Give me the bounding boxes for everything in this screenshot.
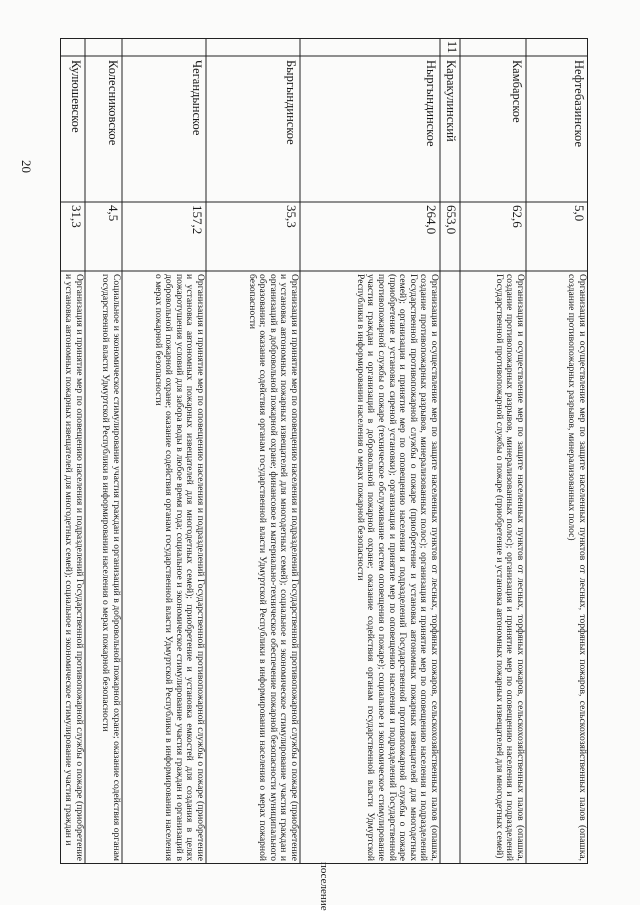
- amount: 5,0: [572, 205, 587, 222]
- district-name: Каракулинский: [444, 60, 458, 142]
- settlement-name: Ныргындинское: [424, 60, 438, 147]
- row-number: [60, 38, 85, 56]
- page-number: 20: [19, 160, 34, 173]
- district-amount: 653,0: [444, 205, 459, 235]
- amount: 35,3: [284, 205, 299, 228]
- measures-text: Организация и принятие мер по оповещению населения и подразделений Государственной противопожарной службы о пожаре (приобретение и установка автономных пожарных извещателей для многодетных семей); социальное и экономическое стимулирование участия граждан и организаций в добровольной пожарной охране; финансовое и материально-техническое обеспечение пожарной безопасности муниципального образования; оказание содействия органам государственной власти Удмуртской Республики в информировании населения о мерах пожарной безопасности: [246, 274, 300, 861]
- row-number: [122, 38, 206, 56]
- measures-text: Организация и осуществление мер по защите населенных пунктов от лесных, торфяных пожаров, сельскохозяйственных палов (опашка, создание противопожарных разрывов, минерализованных полос); организация и принятие мер по оповещению населения и подразделений Государственной противопожарной службы о пожаре (приобретение и установка автономных пожарных извещателей для многодетных семей): [493, 274, 526, 861]
- rotated-table: [60, 38, 588, 864]
- row-number: [460, 38, 526, 56]
- settlement-name: Нефтебазинское: [572, 60, 586, 147]
- settlement-name: Кулюшевское: [69, 60, 83, 133]
- measures-text: Организация и принятие мер по оповещению населения и подразделений Государственной противопожарной службы о пожаре (приобретение и установка автономных пожарных извещателей для многодетных семей); приобретение и установка емкостей для создания в целях пожаротушения условий для забора воды в любое время года; социальное и экономическое стимулирование участия граждан и организаций в добровольной пожарной охране; оказание содействия органам государственной власти Удмуртской Республики в информировании населения о мерах пожарной безопасности: [152, 274, 206, 861]
- settlement-name: Чегандынское: [190, 60, 204, 136]
- row-number: [526, 38, 588, 56]
- side-word: поселение: [318, 862, 330, 911]
- amount: 4,5: [106, 205, 121, 222]
- row-number: [206, 38, 300, 56]
- amount: 31,3: [69, 205, 84, 228]
- measures-text: [440, 271, 460, 864]
- measures-text: Социальное и экономическое стимулирование участия граждан и организаций в добровольной пожарной охране; оказание содействия органам государственной власти Удмуртской Республики в информировании населения о мерах пожарной безопасности: [100, 274, 122, 861]
- measures-text: Организация и осуществление мер по защите населенных пунктов от лесных, торфяных пожаров, сельскохозяйственных палов (опашка, создание противопожарных разрывов, минерализованных полос): [566, 274, 588, 861]
- amount: 264,0: [424, 205, 439, 235]
- measures-text: Организация и осуществление мер по защите населенных пунктов от лесных, торфяных пожаров, сельскохозяйственных палов (опашка, создание противопожарных разрывов, минерализованных полос); организация и принятие мер по оповещению населения и подразделений Государственной противопожарной службы о пожаре (приобретение и установка автономных пожарных извещателей для многодетных семей); организация и принятие мер по оповещению населения и подразделений Государственной противопожарной службы о пожаре (приобретение и установка сиреной установки); организация и принятие мер по оповещению населения и подразделений Государственной противопожарной службы о пожаре (техническое обслуживание систем оповещения о пожаре); социальное и экономическое стимулирование участия граждан и организаций в добровольной пожарной охране; оказание содействия органам государственной власти Удмуртской Республики в информировании населения о мерах пожарной безопасности: [354, 274, 440, 861]
- settlement-name: Колесниковское: [106, 60, 120, 146]
- row-number: [85, 38, 122, 56]
- settlement-name: Быргындинское: [284, 60, 298, 145]
- measures-text: Организация и принятие мер по оповещению населения и подразделений Государственной противопожарной службы о пожаре (приобретение и установка автономных пожарных извещателей для многодетных семей); социальное и экономическое стимулирование участия граждан и: [63, 274, 85, 861]
- row-number: [300, 38, 440, 56]
- amount: 157,2: [190, 205, 205, 235]
- row-number: 11: [445, 40, 460, 54]
- settlement-name: Камбарское: [510, 60, 524, 123]
- amount: 62,6: [510, 205, 525, 228]
